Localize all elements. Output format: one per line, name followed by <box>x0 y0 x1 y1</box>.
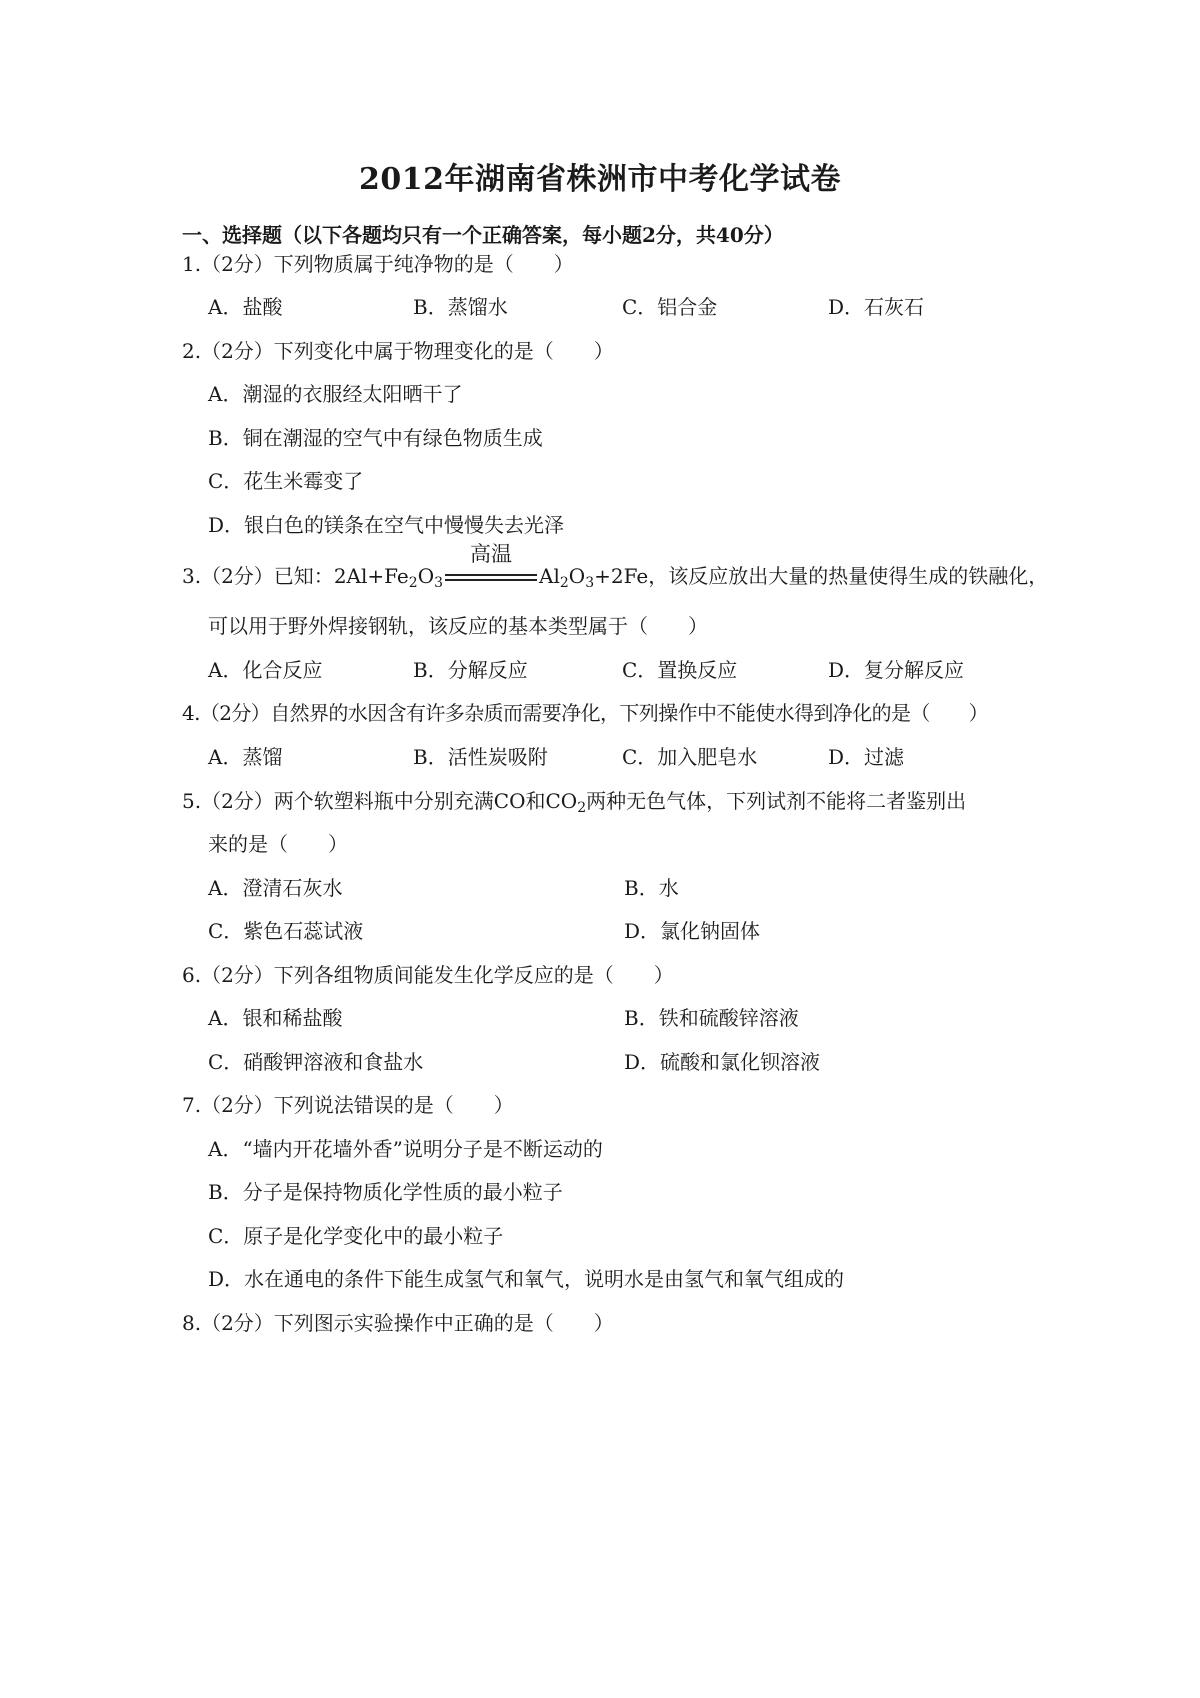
question-2-option-b: B．铜在潮湿的空气中有绿色物质生成 <box>208 426 543 450</box>
question-5-option-c: C．紫色石蕊试液 <box>208 919 364 943</box>
question-7-option-a: A．“墙内开花墙外香”说明分子是不断运动的 <box>208 1137 603 1161</box>
question-2-option-a: A．潮湿的衣服经太阳晒干了 <box>208 382 463 406</box>
question-5-stem-line2: 来的是（ ） <box>208 832 348 856</box>
section-heading: 一、选择题（以下各题均只有一个正确答案，每小题2分，共40分） <box>182 223 784 247</box>
question-4-option-a: A．蒸馏 <box>208 745 283 769</box>
equation-products: $Al_2O_3+2Fe$，该反应放出大量的热量使得生成的铁融化， <box>539 564 1049 591</box>
question-6-option-c: C．硝酸钾溶液和食盐水 <box>208 1050 424 1074</box>
question-6-option-b: B．铁和硫酸锌溶液 <box>624 1006 799 1030</box>
question-6-option-d: D．硫酸和氯化钡溶液 <box>624 1050 821 1074</box>
question-4-stem: 4.（2分）自然界的水因含有许多杂质而需要净化，下列操作中不能使水得到净化的是（ ） <box>182 701 989 725</box>
question-5-option-a: A．澄清石灰水 <box>208 876 343 900</box>
question-7-option-d: D．水在通电的条件下能生成氢气和氧气，说明水是由氢气和氧气组成的 <box>208 1267 845 1291</box>
question-2-stem: 2.（2分）下列变化中属于物理变化的是（ ） <box>182 339 614 363</box>
question-8-stem: 8.（2分）下列图示实验操作中正确的是（ ） <box>182 1311 614 1335</box>
question-3-option-a: A．化合反应 <box>208 658 323 682</box>
question-3-option-c: C．置换反应 <box>622 658 738 682</box>
reaction-condition-label: 高温 <box>470 541 513 566</box>
question-4-option-b: B．活性炭吸附 <box>413 745 548 769</box>
question-5-option-d: D．氯化钠固体 <box>624 919 761 943</box>
question-3-prefix: 3.（2分）已知： <box>182 564 334 588</box>
question-3-option-b: B．分解反应 <box>413 658 528 682</box>
page-title: 2012年湖南省株洲市中考化学试卷 <box>359 162 841 197</box>
question-7-stem: 7.（2分）下列说法错误的是（ ） <box>182 1093 514 1117</box>
question-3-stem-line2: 可以用于野外焊接钢轨，该反应的基本类型属于（ ） <box>208 614 708 638</box>
question-4-option-d: D．过滤 <box>828 745 905 769</box>
question-5-option-b: B．水 <box>624 876 679 900</box>
question-2-option-d: D．银白色的镁条在空气中慢慢失去光泽 <box>208 513 565 537</box>
question-1-stem: 1.（2分）下列物质属于纯净物的是（ ） <box>182 252 574 276</box>
equation-reactants: $2Al+Fe_2O_3$ <box>333 564 444 591</box>
question-5-stem: 5.（2分）两个软塑料瓶中分别充满CO和$CO_2$两种无色气体，下列试剂不能将二者鉴别出 <box>182 789 967 816</box>
question-1-option-d: D．石灰石 <box>828 295 925 319</box>
question-7-option-b: B．分子是保持物质化学性质的最小粒子 <box>208 1180 563 1204</box>
question-6-option-a: A．银和稀盐酸 <box>208 1006 343 1030</box>
reaction-condition-arrow <box>443 541 539 588</box>
question-3-option-d: D．复分解反应 <box>828 658 965 682</box>
question-1-option-b: B．蒸馏水 <box>413 295 508 319</box>
question-1-option-a: A．盐酸 <box>208 295 283 319</box>
question-3-stem <box>182 541 1049 591</box>
question-7-option-c: C．原子是化学变化中的最小粒子 <box>208 1224 504 1248</box>
question-6-stem: 6.（2分）下列各组物质间能发生化学反应的是（ ） <box>182 963 674 987</box>
question-1-option-c: C．铝合金 <box>622 295 718 319</box>
question-2-option-c: C．花生米霉变了 <box>208 469 364 493</box>
question-4-option-c: C．加入肥皂水 <box>622 745 758 769</box>
